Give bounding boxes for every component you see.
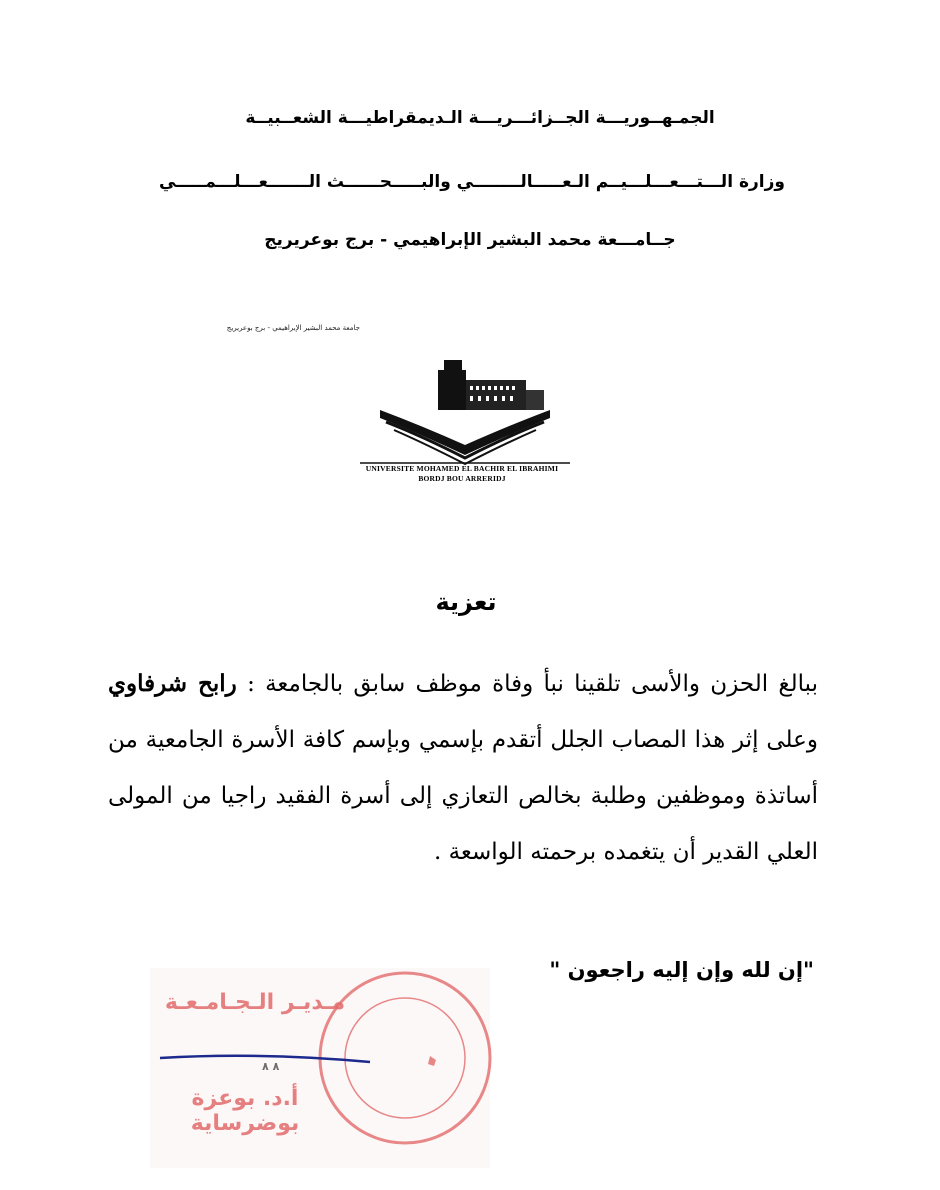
deceased-name: رابح شرفاوي — [108, 670, 237, 697]
body-part-1: ببالغ الحزن والأسى تلقينا نبأ وفاة موظف سابق بالجامعة : — [236, 671, 818, 697]
signatory-name: أ.د. بوعزة بوضرساية — [190, 1086, 300, 1136]
university-header: جــامـــعة محمد البشير الإبراهيمي - برج بوعريريج — [264, 230, 676, 250]
logo-caption-university: UNIVERSITE MOHAMED EL BACHIR EL IBRAHIMI — [365, 464, 559, 473]
logo-arc-text: جامعة محمد البشير الإبراهيمي - برج بوعريريج — [226, 324, 360, 332]
quran-verse: "إن لله وإن إليه راجعون " — [549, 958, 814, 982]
signature-mark: ٨ ٨ — [262, 1060, 280, 1073]
body-part-2: وعلى إثر هذا المصاب الجلل أتقدم بإسمي وبإسم كافة الأسرة الجامعية من أساتذة وموظفين وطلبة بخالص التعازي إلى أسرة الفقيد راجيا من المولى العلي القدير أن يتغمده برحمته الواسعة . — [108, 727, 818, 865]
republic-header: الجمـهــوريـــة الجــزائـــريـــة الـديمقراطيـــة الشعــبيــة — [245, 108, 715, 128]
condolence-text — [108, 656, 818, 880]
signatory-role: مـديـر الـجـامـعـة — [164, 990, 346, 1015]
document-title: تعزية — [435, 588, 497, 616]
ministry-header: وزارة الـــتـــعـــلـــيــم الـعـــــالــــــــي والبـــــحــــــث الـــــــعـــلـــمـــــي — [159, 172, 785, 192]
logo-caption-city: BORDJ BOU ARRERIDJ — [418, 474, 506, 483]
